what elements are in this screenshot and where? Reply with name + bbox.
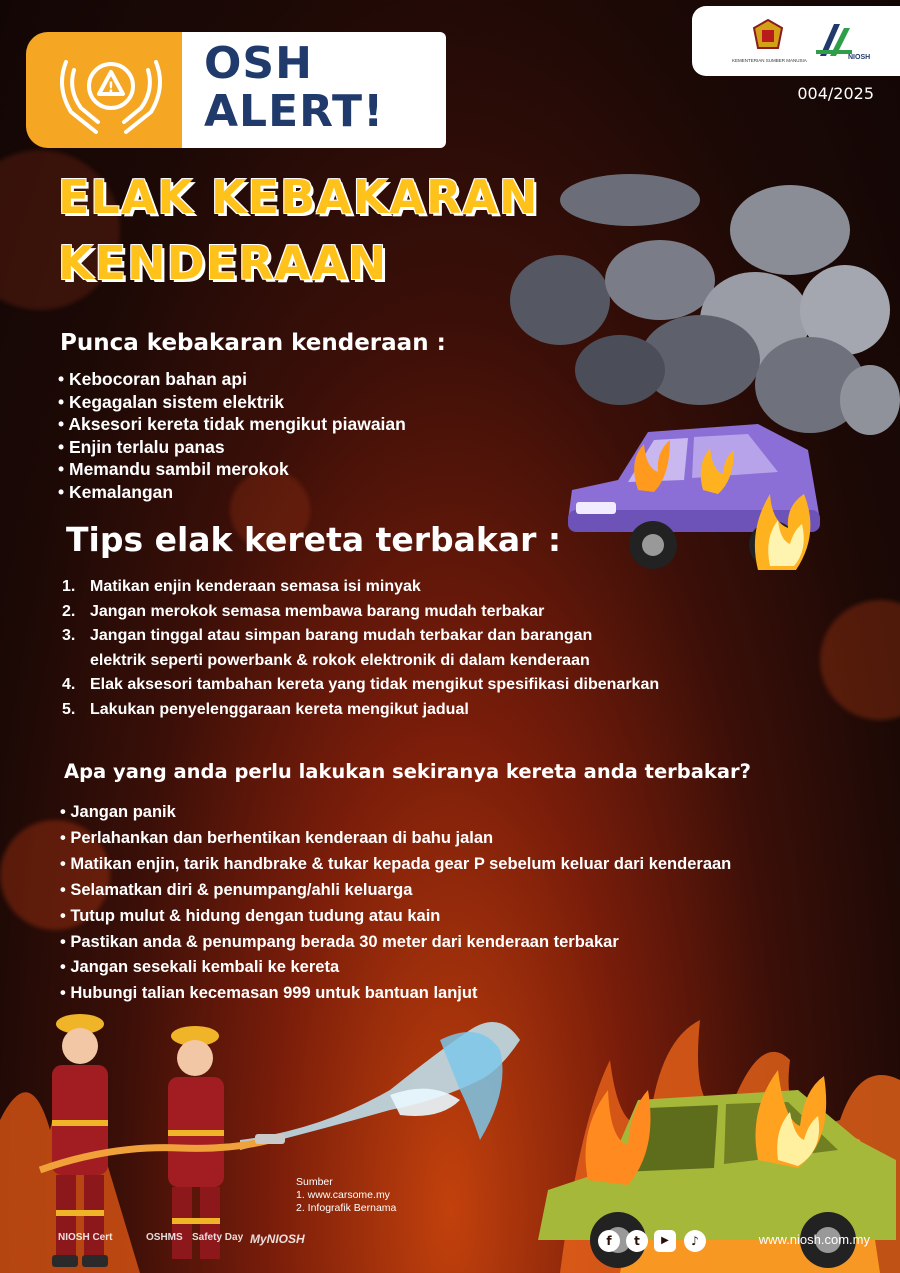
list-item: • Tutup mulut & hidung dengan tudung atau kain [60,904,731,930]
source-item: 2. Infografik Bernama [296,1202,397,1214]
partner-logo-oshms: OSHMS [146,1232,183,1243]
tip-text-continued: elektrik seperti powerbank & rokok elektronik di dalam kenderaan [90,651,590,669]
actions-list [60,800,731,1007]
issue-number: 004/2025 [797,84,874,103]
osh-alert-title [204,40,384,136]
list-number: 2. [62,602,76,620]
title-line-2: KENDERAAN [58,236,388,290]
osh-alert-badge [26,32,446,148]
partner-logo-niosh-cert: NIOSH Cert [58,1232,113,1243]
youtube-icon[interactable]: ▶ [654,1230,676,1252]
list-item [62,600,659,625]
list-item: • Perlahankan dan berhentikan kenderaan di bahu jalan [60,826,731,852]
list-item: • Hubungi talian kecemasan 999 untuk bantuan lanjut [60,981,731,1007]
list-item: • Kebocoran bahan api [58,368,406,391]
partner-logo-myniosh: MyNIOSH [250,1232,305,1246]
list-item [62,698,659,723]
tip-text: Elak aksesori tambahan kereta yang tidak mengikut spesifikasi dibenarkan [90,676,660,693]
twitter-icon[interactable]: t [626,1230,648,1252]
tiktok-icon[interactable]: ♪ [684,1230,706,1252]
list-item [62,575,659,600]
list-item: • Kegagalan sistem elektrik [58,391,406,414]
svg-text:!: ! [107,80,115,96]
ember-glow [820,600,900,720]
list-item: • Jangan panik [60,800,731,826]
logo-box [692,6,900,76]
list-number: 1. [62,578,76,595]
list-number: 4. [62,676,76,693]
badge-orange-panel [26,32,196,148]
list-item: • Kemalangan [58,481,406,504]
list-number: 3. [62,627,76,644]
actions-heading: Apa yang anda perlu lakukan sekiranya kereta anda terbakar? [64,760,751,783]
list-item: • Aksesori kereta tidak mengikut piawaian [58,413,406,436]
causes-heading: Punca kebakaran kenderaan : [60,330,446,356]
list-item: • Jangan sesekali kembali ke kereta [60,955,731,981]
list-item: • Enjin terlalu panas [58,436,406,459]
causes-list [58,368,406,503]
list-item: • Memandu sambil merokok [58,458,406,481]
source-block [296,1176,396,1215]
list-item [62,624,659,673]
kementerian-crest-icon [748,18,788,54]
list-item: • Pastikan anda & penumpang berada 30 meter dari kenderaan terbakar [60,930,731,956]
badge-line-1: OSH [204,38,313,89]
list-item: • Selamatkan diri & penumpang/ahli keluarga [60,878,731,904]
tip-text: Matikan enjin kenderaan semasa isi minyak [90,578,421,595]
source-label: Sumber [296,1176,333,1188]
list-number: 5. [62,700,76,718]
tip-text: Jangan merokok semasa membawa barang mudah terbakar [90,602,545,620]
source-item: 1. www.carsome.my [296,1189,390,1201]
partner-logo-safety-day: Safety Day [192,1232,244,1243]
tips-list [62,575,659,722]
hands-warning-icon [26,32,196,148]
kementerian-logo-text: KEMENTERIAN SUMBER MANUSIA [732,58,807,63]
tip-text: Lakukan penyelenggaraan kereta mengikut jadual [90,700,469,718]
tip-text: Jangan tinggal atau simpan barang mudah terbakar dan barangan [90,627,593,644]
badge-line-2: ALERT! [204,86,385,137]
title-line-1: ELAK KEBAKARAN [58,170,539,224]
list-item [62,673,659,698]
tips-heading: Tips elak kereta terbakar : [66,520,562,559]
list-item: • Matikan enjin, tarik handbrake & tukar kepada gear P sebelum keluar dari kenderaan [60,852,731,878]
facebook-icon[interactable]: f [598,1230,620,1252]
niosh-logo-text: NIOSH [848,54,871,61]
website-link[interactable]: www.niosh.com.my [758,1232,870,1247]
burning-car-purple-illustration [558,410,828,580]
